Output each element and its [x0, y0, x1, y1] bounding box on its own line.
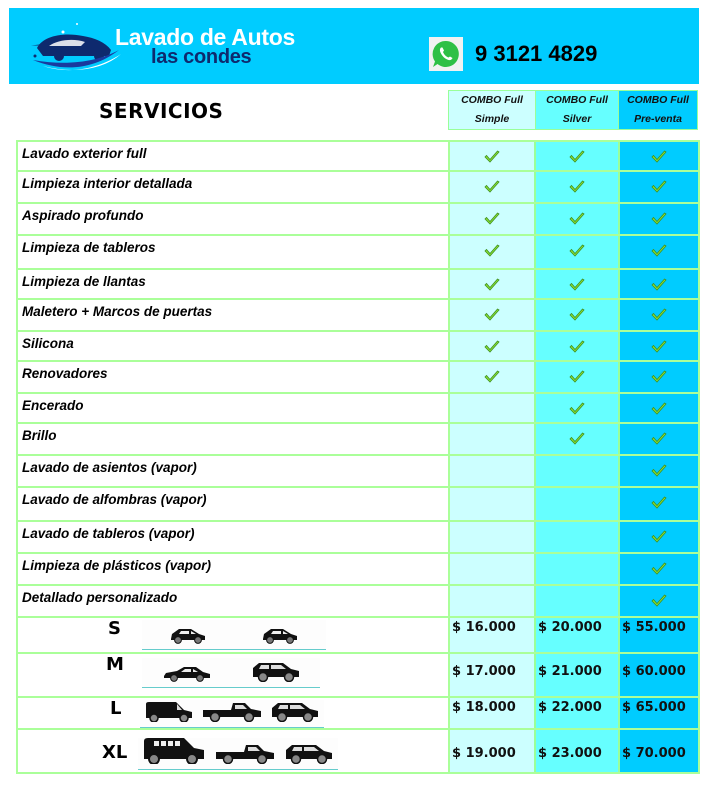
price-cell: [536, 618, 620, 652]
plan-cell: [620, 204, 698, 234]
service-row: [18, 586, 698, 618]
plan-cell: [450, 362, 536, 392]
price-cell: [620, 654, 698, 696]
plan-cell: [536, 142, 620, 170]
plan-cell: [450, 456, 536, 486]
service-name: Limpieza de plásticos (vapor): [18, 554, 450, 584]
page-title: SERVICIOS: [99, 99, 224, 123]
size-label: S: [108, 618, 121, 639]
price-value: $ 16.000: [452, 620, 516, 635]
size-label: L: [110, 698, 122, 719]
checkmark-icon: [569, 180, 585, 194]
checkmark-icon: [569, 432, 585, 446]
size-price-row: [18, 618, 698, 654]
service-name: Renovadores: [18, 362, 450, 392]
size-cell: [18, 654, 450, 696]
checkmark-icon: [484, 278, 500, 292]
plan-cell: [620, 522, 698, 552]
service-row: [18, 456, 698, 488]
plan-cell: [536, 332, 620, 360]
plan-tier: Simple: [474, 113, 510, 125]
checkmark-icon: [569, 402, 585, 416]
size-cell: [18, 618, 450, 652]
service-name: Aspirado profundo: [18, 204, 450, 234]
plan-cell: [450, 236, 536, 268]
suv-icon: [270, 700, 320, 727]
checkmark-icon: [651, 432, 667, 446]
vehicle-images: [142, 620, 326, 650]
service-name: Detallado personalizado: [18, 586, 450, 616]
plan-cell: [620, 332, 698, 360]
plan-cell: [536, 204, 620, 234]
checkmark-icon: [651, 370, 667, 384]
plan-cell: [620, 586, 698, 616]
plan-cell: [450, 522, 536, 552]
plan-cell: [450, 394, 536, 422]
price-cell: [536, 730, 620, 772]
service-name: Maletero + Marcos de puertas: [18, 300, 450, 330]
plan-cell: [536, 362, 620, 392]
plan-cell: [536, 236, 620, 268]
service-name: Brillo: [18, 424, 450, 454]
plan-cell: [620, 172, 698, 202]
plan-cell: [450, 554, 536, 584]
service-name: Lavado de alfombras (vapor): [18, 488, 450, 520]
checkmark-icon: [569, 370, 585, 384]
checkmark-icon: [484, 370, 500, 384]
price-cell: [620, 698, 698, 728]
plan-cell: [450, 142, 536, 170]
plan-name: COMBO Full: [627, 94, 689, 106]
price-cell: [620, 730, 698, 772]
service-row: [18, 300, 698, 332]
checkmark-icon: [651, 308, 667, 322]
plan-name: COMBO Full: [461, 94, 523, 106]
checkmark-icon: [651, 150, 667, 164]
plan-cell: [536, 300, 620, 330]
price-cell: [450, 618, 536, 652]
checkmark-icon: [651, 594, 667, 608]
plan-cell: [450, 300, 536, 330]
service-name: Limpieza de tableros: [18, 236, 450, 268]
price-value: $ 21.000: [538, 664, 602, 679]
plan-cell: [450, 172, 536, 202]
service-row: [18, 522, 698, 554]
checkmark-icon: [651, 340, 667, 354]
minibus-icon: [142, 736, 206, 769]
plan-cell: [536, 424, 620, 454]
pickup-icon: [201, 700, 263, 727]
price-cell: [620, 618, 698, 652]
service-row: [18, 142, 698, 172]
size-price-row: [18, 654, 698, 698]
brand-location: las condes: [151, 46, 252, 68]
checkmark-icon: [569, 340, 585, 354]
plan-cell: [450, 488, 536, 520]
price-value: $ 19.000: [452, 746, 516, 761]
brand-logo: [23, 16, 303, 74]
vehicle-images: [138, 738, 338, 770]
checkmark-icon: [484, 212, 500, 226]
hatchback-icon: [169, 626, 207, 649]
plan-cell: [620, 488, 698, 520]
plan-cell: [536, 456, 620, 486]
service-row: [18, 172, 698, 204]
price-value: $ 55.000: [622, 620, 686, 635]
checkmark-icon: [484, 180, 500, 194]
checkmark-icon: [651, 530, 667, 544]
size-cell: [18, 730, 450, 772]
plan-cell: [536, 554, 620, 584]
checkmark-icon: [569, 150, 585, 164]
plan-cell: [620, 236, 698, 268]
size-price-row: [18, 698, 698, 730]
pickup-icon: [214, 742, 276, 769]
price-cell: [450, 698, 536, 728]
plan-header-simple: [448, 90, 536, 130]
service-row: [18, 424, 698, 456]
service-row: [18, 332, 698, 362]
checkmark-icon: [651, 180, 667, 194]
checkmark-icon: [569, 212, 585, 226]
price-value: $ 23.000: [538, 746, 602, 761]
service-row: [18, 270, 698, 300]
checkmark-icon: [651, 278, 667, 292]
checkmark-icon: [651, 402, 667, 416]
plan-cell: [620, 456, 698, 486]
price-cell: [536, 698, 620, 728]
whatsapp-icon: [429, 37, 463, 71]
plan-cell: [536, 488, 620, 520]
service-row: [18, 236, 698, 270]
plan-cell: [450, 332, 536, 360]
plan-header-silver: [535, 90, 619, 130]
plan-cell: [450, 424, 536, 454]
plan-cell: [450, 586, 536, 616]
plan-cell: [536, 522, 620, 552]
service-name: Encerado: [18, 394, 450, 422]
service-name: Lavado de asientos (vapor): [18, 456, 450, 486]
size-price-row: [18, 730, 698, 772]
plan-cell: [536, 586, 620, 616]
service-name: Silicona: [18, 332, 450, 360]
service-row: [18, 488, 698, 522]
price-value: $ 65.000: [622, 700, 686, 715]
checkmark-icon: [651, 496, 667, 510]
price-cell: [450, 654, 536, 696]
checkmark-icon: [484, 308, 500, 322]
phone-number: 9 3121 4829: [475, 41, 598, 66]
plan-cell: [620, 394, 698, 422]
plan-cell: [450, 204, 536, 234]
checkmark-icon: [651, 562, 667, 576]
services-table: [16, 140, 700, 774]
price-value: $ 60.000: [622, 664, 686, 679]
checkmark-icon: [484, 150, 500, 164]
suv-icon: [284, 742, 334, 769]
brand-name: Lavado de Autos: [115, 24, 295, 50]
price-value: $ 70.000: [622, 746, 686, 761]
checkmark-icon: [569, 244, 585, 258]
price-cell: [450, 730, 536, 772]
service-row: [18, 554, 698, 586]
plan-cell: [536, 172, 620, 202]
header-banner: [9, 8, 699, 84]
plan-cell: [536, 270, 620, 298]
checkmark-icon: [484, 340, 500, 354]
sedan-icon: [162, 664, 212, 687]
plan-cell: [620, 424, 698, 454]
plan-header-preventa: [618, 90, 698, 130]
plan-cell: [620, 300, 698, 330]
hatchback-icon: [261, 626, 299, 649]
price-value: $ 22.000: [538, 700, 602, 715]
price-value: $ 20.000: [538, 620, 602, 635]
checkmark-icon: [569, 308, 585, 322]
service-name: Limpieza interior detallada: [18, 172, 450, 202]
service-row: [18, 204, 698, 236]
van-icon: [144, 700, 194, 727]
plan-cell: [620, 270, 698, 298]
plan-cell: [620, 362, 698, 392]
plan-cell: [620, 142, 698, 170]
service-row: [18, 394, 698, 424]
suv-icon: [251, 660, 301, 687]
vehicle-images: [142, 658, 320, 688]
checkmark-icon: [651, 464, 667, 478]
vehicle-images: [140, 700, 324, 728]
checkmark-icon: [484, 244, 500, 258]
service-name: Lavado exterior full: [18, 142, 450, 170]
checkmark-icon: [651, 212, 667, 226]
price-value: $ 17.000: [452, 664, 516, 679]
size-label: XL: [102, 742, 128, 763]
plan-cell: [620, 554, 698, 584]
plan-tier: Silver: [562, 113, 592, 125]
plan-cell: [450, 270, 536, 298]
car-logo-icon: [23, 16, 123, 74]
service-name: Lavado de tableros (vapor): [18, 522, 450, 552]
service-name: Limpieza de llantas: [18, 270, 450, 298]
plan-tier: Pre-venta: [634, 113, 682, 125]
price-value: $ 18.000: [452, 700, 516, 715]
plan-cell: [536, 394, 620, 422]
phone-contact[interactable]: [429, 36, 597, 72]
price-cell: [536, 654, 620, 696]
size-label: M: [106, 654, 124, 675]
checkmark-icon: [651, 244, 667, 258]
size-cell: [18, 698, 450, 728]
checkmark-icon: [569, 278, 585, 292]
service-row: [18, 362, 698, 394]
plan-name: COMBO Full: [546, 94, 608, 106]
